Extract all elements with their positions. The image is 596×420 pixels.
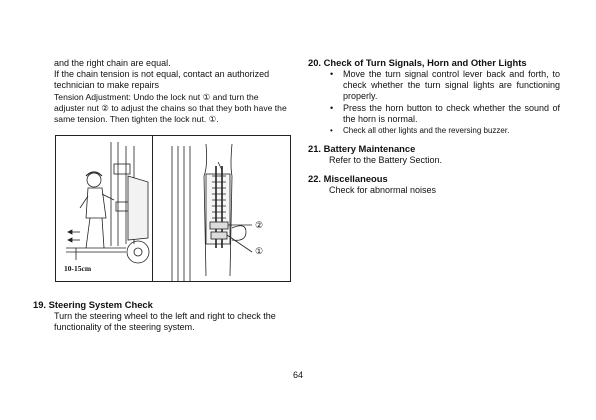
section-19: [33, 299, 295, 333]
tension-adjustment-text: Tension Adjustment: Undo the lock nut ① and turn the adjuster nut ② to adjust the chains so that they both have the same tension. Then tighten the lock nut. ①.: [54, 91, 287, 125]
page-number: 64: [292, 370, 303, 380]
section-22: [308, 173, 560, 196]
figure-divider: [152, 136, 153, 281]
section-19-heading: 19. Steering System Check: [33, 299, 153, 310]
bullet-icon: •: [330, 126, 333, 136]
chain-contact-text: If the chain tension is not equal, contact an authorized technician to make repairs: [54, 69, 270, 91]
section-21-heading: 21. Battery Maintenance: [308, 143, 416, 155]
bullet-icon: •: [330, 102, 334, 113]
list-item: • Press the horn button to check whether the sound of the horn is normal.: [330, 102, 560, 124]
left-column-text: [54, 58, 290, 125]
section-21: [308, 143, 560, 166]
right-column-text: [308, 57, 560, 197]
section-22-heading: 22. Miscellaneous: [308, 173, 388, 185]
section-21-body: Refer to the Battery Section.: [329, 155, 443, 166]
list-item: • Check all other lights and the reversing buzzer.: [330, 126, 510, 136]
dimension-label: 10-15cm: [64, 264, 92, 273]
section-19-body: Turn the steering wheel to the left and right to check the functionality of the steering system.: [54, 311, 276, 333]
callout-2: ②: [255, 220, 264, 230]
chain-adjustment-figure: [55, 135, 291, 282]
forklift-illustration: [56, 136, 292, 283]
section-20-list: [308, 69, 560, 136]
callout-1: ①: [255, 246, 264, 256]
bullet-icon: •: [330, 69, 334, 79]
section-20: [308, 57, 560, 136]
section-22-body: Check for abnormal noises: [329, 185, 437, 196]
list-item: • Move the turn signal control lever back and forth, to check whether the turn signal lights are functioning properly.: [330, 69, 560, 102]
section-20-heading: 20. Check of Turn Signals, Horn and Other Lights: [308, 57, 527, 68]
chain-equal-text: and the right chain are equal.: [54, 58, 171, 68]
